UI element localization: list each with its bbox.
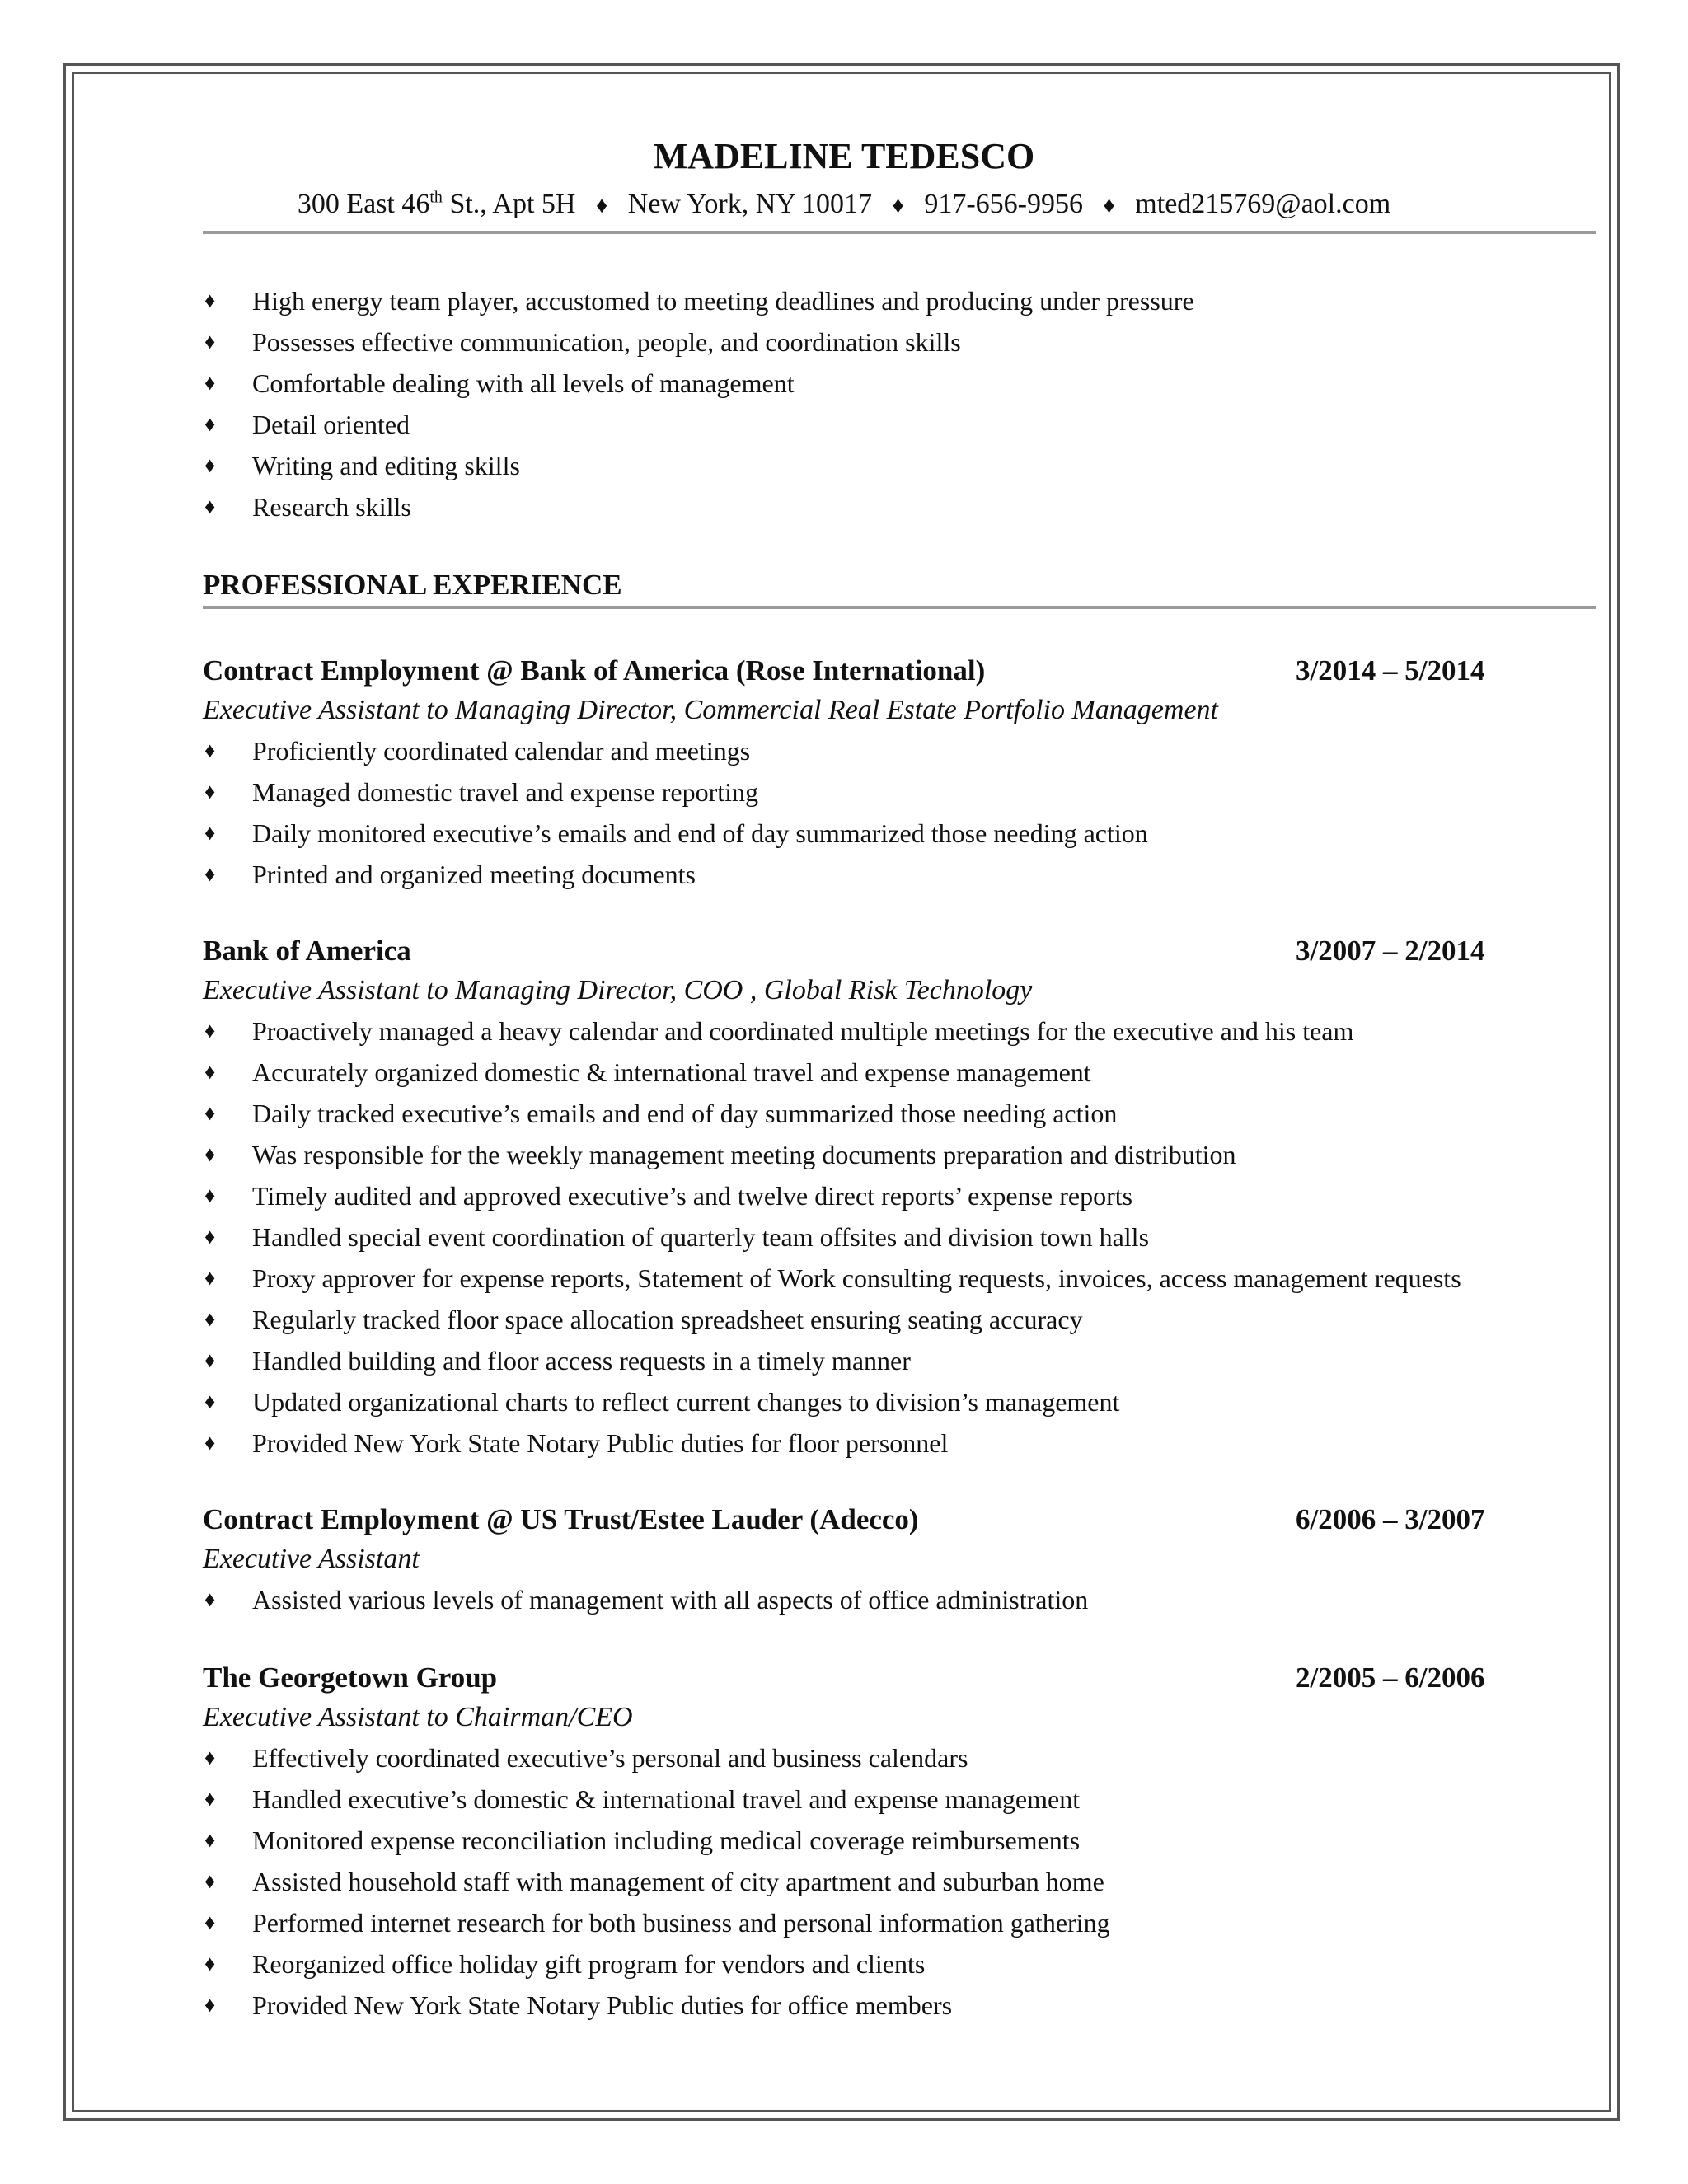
list-item: ♦ Timely audited and approved executive’s and twelve direct reports’ expense reports bbox=[203, 1175, 1461, 1216]
contact-line bbox=[0, 185, 1688, 226]
list-item: ♦ Comfortable dealing with all levels of management bbox=[203, 363, 1194, 404]
list-item: ♦ Writing and editing skills bbox=[203, 445, 1194, 486]
diamond-bullet-icon: ♦ bbox=[204, 1828, 216, 1852]
diamond-icon: ♦ bbox=[892, 193, 904, 218]
list-item: ♦ Proxy approver for expense reports, Statement of Work consulting requests, invoices, access management requests bbox=[203, 1258, 1461, 1299]
job-title: Executive Assistant to Chairman/CEO bbox=[203, 1702, 633, 1732]
diamond-bullet-icon: ♦ bbox=[204, 1266, 216, 1290]
list-item: ♦ Reorganized office holiday gift program for vendors and clients bbox=[203, 1943, 1110, 1985]
job-bullet-list bbox=[203, 730, 1148, 895]
header-divider bbox=[203, 231, 1596, 234]
diamond-bullet-icon: ♦ bbox=[204, 288, 216, 312]
list-item: ♦ Handled building and floor access requests in a timely manner bbox=[203, 1340, 1461, 1381]
list-item: ♦ Was responsible for the weekly management meeting documents preparation and distribution bbox=[203, 1134, 1461, 1175]
job-header bbox=[203, 1500, 1495, 1540]
diamond-bullet-icon: ♦ bbox=[204, 1225, 216, 1249]
job-employer: Contract Employment @ US Trust/Estee Lauder (Adecco) bbox=[203, 1503, 919, 1535]
list-item: ♦ Possesses effective communication, people, and coordination skills bbox=[203, 321, 1194, 363]
diamond-bullet-icon: ♦ bbox=[204, 1869, 216, 1893]
job-dates: 2/2005 – 6/2006 bbox=[1296, 1661, 1485, 1694]
job-header bbox=[203, 1658, 1495, 1698]
job-employer: Contract Employment @ Bank of America (Rose International) bbox=[203, 654, 986, 687]
list-item: ♦ Printed and organized meeting documents bbox=[203, 854, 1148, 895]
list-item: ♦ High energy team player, accustomed to meeting deadlines and producing under pressure bbox=[203, 280, 1194, 321]
diamond-bullet-icon: ♦ bbox=[204, 494, 216, 518]
list-item: ♦ Proficiently coordinated calendar and meetings bbox=[203, 730, 1148, 771]
job-title: Executive Assistant bbox=[203, 1544, 420, 1574]
job-bullet-list bbox=[203, 1737, 1110, 2026]
diamond-icon: ♦ bbox=[595, 193, 608, 218]
diamond-bullet-icon: ♦ bbox=[204, 1787, 216, 1811]
diamond-bullet-icon: ♦ bbox=[204, 862, 216, 886]
list-item: ♦ Research skills bbox=[203, 486, 1194, 527]
list-item: ♦ Daily tracked executive’s emails and end of day summarized those needing action bbox=[203, 1093, 1461, 1134]
list-item: ♦ Daily monitored executive’s emails and end of day summarized those needing action bbox=[203, 813, 1148, 854]
diamond-bullet-icon: ♦ bbox=[204, 1993, 216, 2017]
list-item: ♦ Handled special event coordination of quarterly team offsites and division town halls bbox=[203, 1216, 1461, 1258]
job-header bbox=[203, 931, 1495, 971]
list-item: ♦ Provided New York State Notary Public duties for floor personnel bbox=[203, 1422, 1461, 1464]
diamond-bullet-icon: ♦ bbox=[204, 738, 216, 762]
diamond-bullet-icon: ♦ bbox=[204, 1390, 216, 1413]
job-employer: The Georgetown Group bbox=[203, 1661, 498, 1694]
summary-list bbox=[203, 280, 1194, 527]
list-item: ♦ Managed domestic travel and expense reporting bbox=[203, 771, 1148, 813]
job-dates: 3/2007 – 2/2014 bbox=[1296, 935, 1485, 967]
list-item: ♦ Assisted various levels of management with all aspects of office administration bbox=[203, 1579, 1088, 1620]
list-item: ♦ Proactively managed a heavy calendar and coordinated multiple meetings for the executive and his team bbox=[203, 1010, 1461, 1052]
diamond-bullet-icon: ♦ bbox=[204, 371, 216, 395]
diamond-bullet-icon: ♦ bbox=[204, 1307, 216, 1331]
job-bullet-list bbox=[203, 1010, 1461, 1464]
list-item: ♦ Handled executive’s domestic & international travel and expense management bbox=[203, 1779, 1110, 1820]
job-dates: 3/2014 – 5/2014 bbox=[1296, 654, 1485, 687]
list-item: ♦ Performed internet research for both business and personal information gathering bbox=[203, 1902, 1110, 1943]
list-item: ♦ Accurately organized domestic & international travel and expense management bbox=[203, 1052, 1461, 1093]
diamond-bullet-icon: ♦ bbox=[204, 1101, 216, 1125]
diamond-bullet-icon: ♦ bbox=[204, 1142, 216, 1166]
address-street: 300 East 46th St., Apt 5H bbox=[297, 188, 576, 219]
list-item: ♦ Monitored expense reconciliation including medical coverage reimbursements bbox=[203, 1820, 1110, 1861]
diamond-bullet-icon: ♦ bbox=[204, 453, 216, 477]
diamond-bullet-icon: ♦ bbox=[204, 330, 216, 354]
list-item: ♦ Provided New York State Notary Public duties for office members bbox=[203, 1985, 1110, 2026]
diamond-bullet-icon: ♦ bbox=[204, 1587, 216, 1611]
address-city: New York, NY 10017 bbox=[627, 189, 873, 219]
section-title-experience: PROFESSIONAL EXPERIENCE bbox=[203, 569, 622, 601]
list-item: ♦ Updated organizational charts to reflect current changes to division’s management bbox=[203, 1381, 1461, 1422]
list-item: ♦ Detail oriented bbox=[203, 404, 1194, 445]
diamond-icon: ♦ bbox=[1103, 193, 1115, 218]
section-divider bbox=[203, 606, 1596, 609]
diamond-bullet-icon: ♦ bbox=[204, 1910, 216, 1934]
diamond-bullet-icon: ♦ bbox=[204, 1060, 216, 1084]
job-bullet-list bbox=[203, 1579, 1088, 1620]
job-employer: Bank of America bbox=[203, 935, 411, 967]
job-title: Executive Assistant to Managing Director, Commercial Real Estate Portfolio Management bbox=[203, 695, 1218, 725]
job-header bbox=[203, 651, 1495, 691]
list-item: ♦ Assisted household staff with management of city apartment and suburban home bbox=[203, 1861, 1110, 1902]
diamond-bullet-icon: ♦ bbox=[204, 1952, 216, 1975]
phone-number: 917-656-9956 bbox=[924, 189, 1083, 219]
diamond-bullet-icon: ♦ bbox=[204, 1431, 216, 1455]
list-item: ♦ Regularly tracked floor space allocation spreadsheet ensuring seating accuracy bbox=[203, 1299, 1461, 1340]
email-address: mted215769@aol.com bbox=[1135, 189, 1391, 219]
resume-name: MADELINE TEDESCO bbox=[653, 136, 1035, 176]
diamond-bullet-icon: ♦ bbox=[204, 821, 216, 845]
job-title: Executive Assistant to Managing Director, COO , Global Risk Technology bbox=[203, 975, 1033, 1005]
diamond-bullet-icon: ♦ bbox=[204, 412, 216, 436]
job-dates: 6/2006 – 3/2007 bbox=[1296, 1503, 1485, 1535]
diamond-bullet-icon: ♦ bbox=[204, 1348, 216, 1372]
diamond-bullet-icon: ♦ bbox=[204, 1019, 216, 1043]
diamond-bullet-icon: ♦ bbox=[204, 1746, 216, 1769]
diamond-bullet-icon: ♦ bbox=[204, 1183, 216, 1207]
list-item: ♦ Effectively coordinated executive’s personal and business calendars bbox=[203, 1737, 1110, 1779]
diamond-bullet-icon: ♦ bbox=[204, 780, 216, 804]
